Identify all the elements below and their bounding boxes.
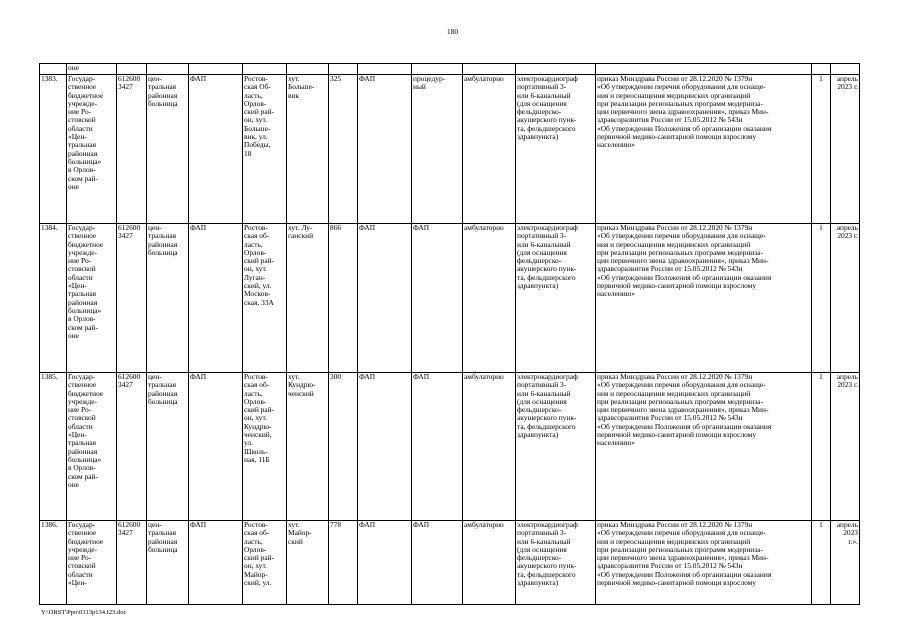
unit-type: ФАП (189, 373, 243, 521)
quantity: 1 (812, 224, 831, 373)
row-number: 1384. (40, 224, 67, 373)
registry-table (39, 63, 860, 605)
settlement: хут. Майор- ский (287, 521, 329, 605)
legal-basis: приказ Минздрава России от 28.12.2020 № 1379н «Об утверждении перечня оборудования для оснаще- ния и переоснащения медицинских организаций при реализации региональных программ модерниза- ции первичного звена здравоохранения», приказ Мин- здравсоразвития России от 15.05.2012 № 543н «Об утверждении Положения об организации оказания первичной медико-санитарной помощи взрослому населению» (596, 75, 812, 224)
organization-code: 612600 3427 (117, 224, 147, 373)
organization-code: 612600 3427 (117, 373, 147, 521)
population: 300 (329, 373, 358, 521)
table-row (40, 224, 860, 373)
due-date: апрель 2023 г. (831, 373, 860, 521)
room: ФАП (412, 224, 463, 373)
organization-name: Государ- ственное бюджетное учрежде- ние Ро- стовской области «Цен- тральная районная больница» в Орлов- ском рай- оне (67, 373, 117, 521)
equipment: электрокардиограф портативный 3- или 6-канальный (для оснащения фельдшерско- акушерского пунк- та, фельдшерского здравпункта) (516, 373, 596, 521)
settlement: хут. Кундрю- ченский (287, 373, 329, 521)
care-type: амбулаторно (463, 521, 516, 605)
table-row (40, 75, 860, 224)
organization-type: цен- тральная районная больница (147, 521, 189, 605)
equipment: электрокардиограф портативный 3- или 6-канальный (для оснащения фельдшерско- акушерского пунк- та, фельдшерского здравпункта) (516, 75, 596, 224)
population: 325 (329, 75, 358, 224)
address: Ростов- ская об- ласть, Орлов- ский рай- он, хут. Кундрю- ченский, ул. Школь- ная, 11Б (243, 373, 287, 521)
organization-type: цен- тральная районная больница (147, 373, 189, 521)
division: ФАП (358, 373, 412, 521)
continuation-row (40, 64, 860, 75)
settlement: хут. Больше- вик (287, 75, 329, 224)
organization-name: Государ- ственное бюджетное учрежде- ние Ро- стовской области «Цен- тральная районная больница» в Орлов- ском рай- оне (67, 75, 117, 224)
continuation-text: оне (67, 64, 117, 75)
row-number: 1385. (40, 373, 67, 521)
division: ФАП (358, 521, 412, 605)
room: процедур- ный (412, 75, 463, 224)
equipment: электрокардиограф портативный 3- или 6-канальный (для оснащения фельдшерско- акушерского пунк- та, фельдшерского здравпункта) (516, 521, 596, 605)
care-type: амбулаторно (463, 75, 516, 224)
table-row (40, 373, 860, 521)
organization-type: цен- тральная районная больница (147, 224, 189, 373)
unit-type: ФАП (189, 521, 243, 605)
division: ФАП (358, 224, 412, 373)
quantity: 1 (812, 373, 831, 521)
care-type: амбулаторно (463, 224, 516, 373)
organization-type: цен- тральная районная больница (147, 75, 189, 224)
care-type: амбулаторно (463, 373, 516, 521)
unit-type: ФАП (189, 75, 243, 224)
organization-name: Государ- ственное бюджетное учрежде- ние Ро- стовской области «Цен- (67, 521, 117, 605)
legal-basis: приказ Минздрава России от 28.12.2020 № 1379н «Об утверждении перечня оборудования для оснаще- ния и переоснащения медицинских организаций при реализации региональных программ модерниза- ции первичного звена здравоохранения», приказ Мин- здравсоразвития России от 15.05.2012 № 543н «Об утверждении Положения об организации оказания первичной медико-санитарной помощи взрослому населению» (596, 373, 812, 521)
population: 866 (329, 224, 358, 373)
row-number: 1386. (40, 521, 67, 605)
organization-code: 612600 3427 (117, 521, 147, 605)
organization-code: 612600 3427 (117, 75, 147, 224)
row-number: 1383. (40, 75, 67, 224)
address: Ростов- ская об- ласть, Орлов- ский рай- он, хут. Луган- ский, ул. Москов- ская, 33А (243, 224, 287, 373)
address: Ростов- ская об- ласть, Орлов- ский рай- он, хут. Майор- ский, ул. (243, 521, 287, 605)
due-date: апрель 2023 г. (831, 75, 860, 224)
equipment: электрокардиограф портативный 3- или 6-канальный (для оснащения фельдшерско- акушерского пунк- та, фельдшерского здравпункта) (516, 224, 596, 373)
population: 778 (329, 521, 358, 605)
unit-type: ФАП (189, 224, 243, 373)
due-date: апрель 2023 г.». (831, 521, 860, 605)
room: ФАП (412, 521, 463, 605)
due-date: апрель 2023 г. (831, 224, 860, 373)
organization-name: Государ- ственное бюджетное учрежде- ние Ро- стовской области «Цен- тральная районная больница» в Орлов- ском рай- оне (67, 224, 117, 373)
room: ФАП (412, 373, 463, 521)
settlement: хут. Лу- ганский (287, 224, 329, 373)
quantity: 1 (812, 521, 831, 605)
table-row (40, 521, 860, 605)
quantity: 1 (812, 75, 831, 224)
legal-basis: приказ Минздрава России от 28.12.2020 № 1379н «Об утверждении перечня оборудования для оснаще- ния и переоснащения медицинских организаций при реализации региональных программ модерниза- ции первичного звена здравоохранения», приказ Мин- здравсоразвития России от 15.05.2012 № 543н «Об утверждении Положения об организации оказания первичной медико-санитарной помощи взрослому (596, 521, 812, 605)
address: Ростов- ская Об- ласть, Орлов- ский рай- он, хут. Больше- вик, ул. Победы, 18 (243, 75, 287, 224)
page-number: 180 (446, 27, 459, 36)
footer-file-path: Y:\ORST\Ppo\0313p134.f23.doc (41, 609, 127, 616)
division: ФАП (358, 75, 412, 224)
legal-basis: приказ Минздрава России от 28.12.2020 № 1379н «Об утверждении перечня оборудования для оснаще- ния и переоснащения медицинских организаций при реализации региональных программ модерниза- ции первичного звена здравоохранения», приказ Мин- здравсоразвития России от 15.05.2012 № 543н «Об утверждении Положения об организации оказания первичной медико-санитарной помощи взрослому населению» (596, 224, 812, 373)
